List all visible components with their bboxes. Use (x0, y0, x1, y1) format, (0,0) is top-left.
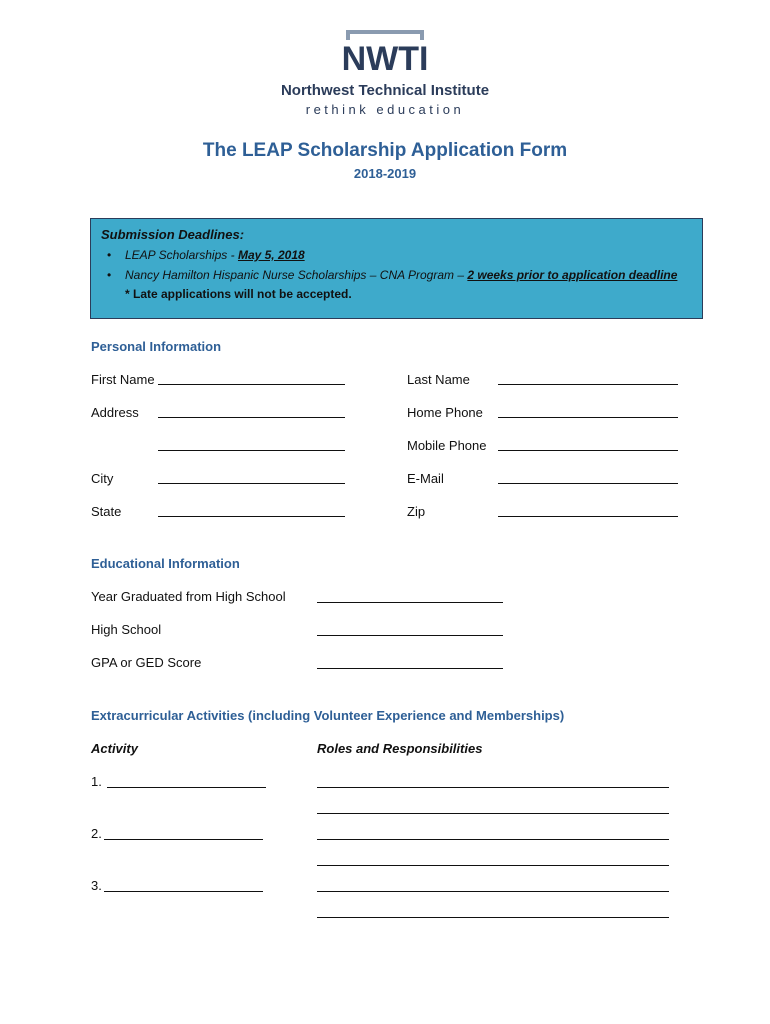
high-school-label: High School (91, 622, 162, 637)
activity-column-header: Activity (91, 741, 138, 756)
deadline-text: LEAP Scholarships - (125, 248, 238, 262)
activity-field-1[interactable] (107, 787, 266, 788)
institute-name: Northwest Technical Institute (280, 82, 490, 99)
year-graduated-label: Year Graduated from High School (91, 589, 286, 604)
address-field-1[interactable] (158, 417, 345, 418)
activities-heading: Extracurricular Activities (including Volunteer Experience and Memberships) (91, 708, 565, 723)
institute-tagline: rethink education (305, 102, 465, 117)
last-name-label: Last Name (407, 372, 470, 387)
personal-info-heading: Personal Information (91, 339, 222, 354)
mobile-phone-field[interactable] (498, 450, 678, 451)
deadlines-heading: Submission Deadlines: (101, 227, 245, 242)
email-label: E-Mail (407, 471, 444, 486)
home-phone-field[interactable] (498, 417, 678, 418)
deadline-item-leap (101, 245, 692, 265)
roles-field-3b[interactable] (317, 917, 669, 918)
bullet-icon: • (107, 268, 112, 282)
roles-field-1a[interactable] (317, 787, 669, 788)
deadline-text: Nancy Hamilton Hispanic Nurse Scholarships – CNA Program – (125, 268, 468, 282)
roles-field-2b[interactable] (317, 865, 669, 866)
deadline-date: May 5, 2018 (237, 248, 305, 262)
zip-field[interactable] (498, 516, 678, 517)
deadline-date: 2 weeks prior to application deadline (467, 268, 678, 282)
city-field[interactable] (158, 483, 345, 484)
high-school-field[interactable] (317, 635, 503, 636)
first-name-field[interactable] (158, 384, 345, 385)
roles-field-3a[interactable] (317, 891, 669, 892)
bullet-icon: • (107, 248, 112, 262)
activity-number: 2. (91, 826, 102, 841)
gpa-label: GPA or GED Score (91, 655, 202, 670)
deadlines-box (90, 218, 703, 319)
nwti-logo (340, 30, 430, 76)
deadline-item-nurse (101, 265, 692, 285)
form-year: 2018-2019 (353, 166, 417, 181)
home-phone-label: Home Phone (407, 405, 483, 420)
first-name-label: First Name (91, 372, 155, 387)
year-graduated-field[interactable] (317, 602, 503, 603)
activity-field-2[interactable] (104, 839, 263, 840)
last-name-field[interactable] (498, 384, 678, 385)
roles-field-2a[interactable] (317, 839, 669, 840)
activity-field-3[interactable] (104, 891, 263, 892)
roles-column-header: Roles and Responsibilities (317, 741, 483, 756)
state-field[interactable] (158, 516, 345, 517)
state-label: State (91, 504, 122, 519)
education-heading: Educational Information (91, 556, 240, 571)
city-label: City (91, 471, 114, 486)
zip-label: Zip (407, 504, 426, 519)
email-field[interactable] (498, 483, 678, 484)
address-label: Address (91, 405, 139, 420)
roles-field-1b[interactable] (317, 813, 669, 814)
address-field-2[interactable] (158, 450, 345, 451)
late-note: * Late applications will not be accepted. (125, 287, 352, 301)
svg-text:NWTI: NWTI (341, 40, 429, 76)
form-title: The LEAP Scholarship Application Form (202, 140, 568, 161)
mobile-phone-label: Mobile Phone (407, 438, 487, 453)
activity-number: 1. (91, 774, 102, 789)
activity-number: 3. (91, 878, 102, 893)
gpa-field[interactable] (317, 668, 503, 669)
